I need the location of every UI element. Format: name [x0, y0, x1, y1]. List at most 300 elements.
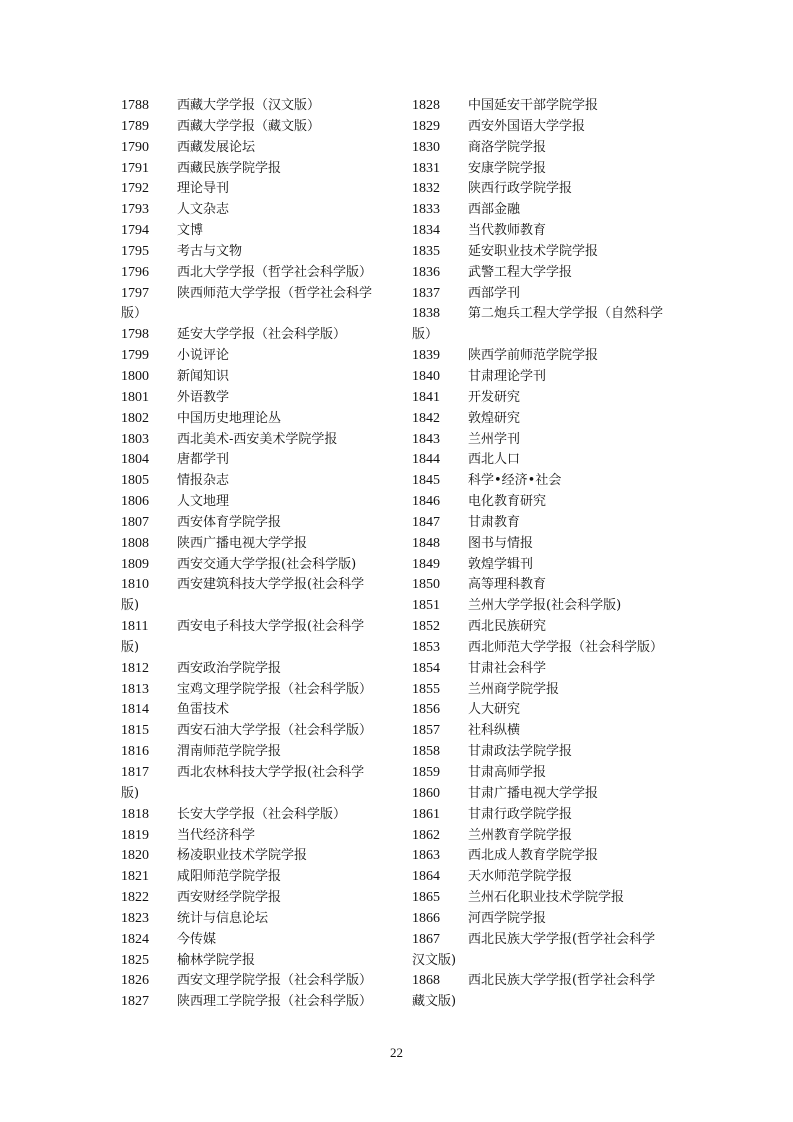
journal-entry: [412, 763, 682, 784]
entry-title: [468, 596, 682, 617]
journal-entry: [412, 513, 682, 534]
entry-title: [177, 534, 396, 555]
entry-title: [468, 826, 682, 847]
entry-number: 1806: [121, 494, 149, 510]
entry-title-text: 人文地理: [177, 494, 230, 510]
entry-title-text: 杨凌职业技术学院学报: [177, 848, 308, 864]
journal-entry: [412, 742, 682, 763]
entry-number: 1812: [121, 660, 149, 676]
entry-title-continuation: 版): [121, 785, 140, 801]
page-number: 22: [390, 1045, 403, 1060]
entry-title: [468, 200, 682, 221]
entry-title: [177, 867, 396, 888]
entry-title-text: 当代教师教育: [468, 223, 547, 239]
entry-title-text: 小说评论: [177, 348, 230, 364]
entry-number: 1846: [412, 494, 440, 510]
entry-number: 1848: [412, 535, 440, 551]
entry-title: [468, 534, 682, 555]
entry-title-text: 陕西广播电视大学学报: [177, 535, 308, 551]
journal-entry: [412, 138, 682, 159]
journal-entry: [412, 221, 682, 242]
entry-title: [177, 555, 396, 576]
entry-title: [468, 430, 682, 451]
entry-title-text: 西安建筑科技大学学报(社会科学: [177, 577, 365, 593]
entry-title: [177, 742, 396, 763]
entry-number: 1816: [121, 744, 149, 760]
entry-title: [177, 388, 396, 409]
entry-title: [177, 492, 396, 513]
journal-entry: [412, 200, 682, 221]
journal-entry: [412, 659, 682, 680]
journal-entry: [121, 617, 396, 659]
entry-title-text: 考古与文物: [177, 243, 243, 259]
journal-entry: [121, 471, 396, 492]
journal-entry: [412, 638, 682, 659]
entry-number: 1792: [121, 181, 149, 197]
journal-entry: [412, 117, 682, 138]
journal-entry: [121, 930, 396, 951]
entry-title: [468, 346, 682, 367]
entry-title: [177, 450, 396, 471]
entry-number: 1863: [412, 848, 440, 864]
entry-title-text: 甘肃理论学刊: [468, 368, 547, 384]
entry-title-text: 西北美术-西安美术学院学报: [177, 431, 338, 447]
journal-entry: [412, 680, 682, 701]
entry-title: [468, 367, 682, 388]
entry-number: 1838: [412, 306, 440, 322]
entry-number: 1789: [121, 118, 149, 134]
journal-entry: [412, 450, 682, 471]
entry-number: 1854: [412, 660, 440, 676]
entry-title-text: 延安职业技术学院学报: [468, 243, 599, 259]
entry-title: [468, 221, 682, 242]
journal-entry: [412, 575, 682, 596]
journal-entry: [121, 492, 396, 513]
entry-title-continuation: 版): [121, 639, 140, 655]
journal-entry: [121, 888, 396, 909]
entry-title-text: 渭南师范学院学报: [177, 744, 282, 760]
journal-entry: [412, 700, 682, 721]
entry-title-text: 甘肃政法学院学报: [468, 744, 573, 760]
entry-number: 1831: [412, 160, 440, 176]
journal-entry: [412, 284, 682, 305]
entry-number: 1821: [121, 869, 149, 885]
journal-entry: [412, 930, 682, 972]
entry-number: 1836: [412, 264, 440, 280]
journal-entry: [121, 117, 396, 138]
entry-title: [177, 200, 396, 221]
journal-entry: [121, 346, 396, 367]
entry-title-continuation: 汉文版): [412, 952, 457, 968]
left-column: [121, 96, 396, 1013]
entry-title: [177, 117, 396, 138]
entry-title-text: 科学•经济•社会: [468, 473, 562, 489]
entry-number: 1840: [412, 368, 440, 384]
entry-number: 1856: [412, 702, 440, 718]
journal-entry: [121, 659, 396, 680]
journal-entry: [412, 534, 682, 555]
entry-title: [468, 888, 682, 909]
entry-title: [177, 826, 396, 847]
journal-entry: [412, 430, 682, 451]
entry-title-text: 陕西理工学院学报（社会科学版）: [177, 994, 373, 1010]
journal-entry: [121, 721, 396, 742]
journal-entry: [412, 784, 682, 805]
journal-entry: [412, 826, 682, 847]
journal-entry: [121, 992, 396, 1013]
entry-title-text: 敦煌学辑刊: [468, 556, 534, 572]
journal-entry: [121, 826, 396, 847]
entry-title-text: 唐都学刊: [177, 452, 230, 468]
journal-entry: [121, 846, 396, 867]
entry-number: 1845: [412, 473, 440, 489]
entry-title-text: 西北人口: [468, 452, 521, 468]
journal-entry: [412, 179, 682, 200]
journal-entry: [121, 284, 396, 326]
entry-number: 1860: [412, 785, 440, 801]
entry-number: 1859: [412, 765, 440, 780]
journal-entry: [412, 346, 682, 367]
entry-number: 1825: [121, 952, 149, 968]
entry-number: 1833: [412, 202, 440, 218]
entry-number: 1837: [412, 285, 440, 301]
entry-title-text: 新闻知识: [177, 368, 230, 384]
right-column: [412, 96, 682, 1013]
entry-title-text: 兰州商学院学报: [468, 681, 560, 697]
journal-entry: [121, 242, 396, 263]
entry-number: 1865: [412, 890, 440, 906]
entry-title-text: 兰州石化职业技术学院学报: [468, 890, 625, 906]
entry-title-text: 陕西师范大学学报（哲学社会科学: [177, 285, 373, 301]
entry-number: 1802: [121, 410, 149, 426]
entry-number: 1807: [121, 514, 149, 530]
entry-title-text: 西安交通大学学报(社会科学版): [177, 556, 357, 572]
entry-title-text: 西部学刊: [468, 285, 521, 301]
entry-number: 1853: [412, 639, 440, 655]
entry-number: 1827: [121, 994, 149, 1010]
entry-title: [468, 638, 682, 659]
entry-title-text: 西藏大学学报（汉文版）: [177, 98, 321, 113]
entry-number: 1830: [412, 139, 440, 155]
entry-number: 1818: [121, 806, 149, 822]
journal-entry: [121, 409, 396, 430]
entry-number: 1829: [412, 118, 440, 134]
entry-number: 1823: [121, 910, 149, 926]
journal-entry: [121, 138, 396, 159]
entry-title: [177, 805, 396, 826]
entry-title-text: 甘肃高师学报: [468, 765, 547, 780]
entry-number: 1844: [412, 452, 440, 468]
entry-title: [468, 284, 682, 305]
journal-entry: [121, 159, 396, 180]
entry-title: [468, 450, 682, 471]
entry-title: [468, 513, 682, 534]
entry-title: [468, 659, 682, 680]
entry-title: [177, 367, 396, 388]
entry-title: [468, 138, 682, 159]
entry-title: [177, 721, 396, 742]
entry-title: [468, 388, 682, 409]
entry-title-text: 社科纵横: [468, 723, 521, 739]
entry-number: 1794: [121, 223, 149, 239]
entry-title-text: 武警工程大学学报: [468, 264, 573, 280]
entry-title-continuation: 版): [121, 598, 140, 614]
journal-entry: [121, 513, 396, 534]
entry-title-text: 兰州学刊: [468, 431, 521, 447]
entry-number: 1803: [121, 431, 149, 447]
entry-number: 1805: [121, 473, 149, 489]
entry-title: [468, 263, 682, 284]
journal-entry: [121, 221, 396, 242]
entry-title-text: 西安石油大学学报（社会科学版）: [177, 723, 373, 739]
entry-title-text: 兰州教育学院学报: [468, 827, 573, 843]
entry-number: 1834: [412, 223, 440, 239]
entry-number: 1835: [412, 243, 440, 259]
journal-entry: [412, 263, 682, 284]
journal-entry: [121, 388, 396, 409]
entry-number: 1808: [121, 535, 149, 551]
journal-entry: [121, 96, 396, 117]
entry-number: 1851: [412, 598, 440, 614]
entry-number: 1801: [121, 389, 149, 405]
entry-number: 1811: [121, 619, 149, 635]
entry-title-text: 图书与情报: [468, 535, 534, 551]
entry-title: [468, 721, 682, 742]
entry-title: [468, 409, 682, 430]
entry-title-text: 西北农林科技大学学报(社会科学: [177, 765, 365, 780]
journal-entry: [412, 492, 682, 513]
entry-title: [468, 96, 682, 117]
entry-title-text: 西安财经学院学报: [177, 890, 282, 906]
entry-number: 1852: [412, 619, 440, 635]
journal-entry: [412, 388, 682, 409]
entry-title-text: 西北民族研究: [468, 619, 547, 635]
entry-title-continuation: 版）: [121, 306, 148, 322]
entry-number: 1842: [412, 410, 440, 426]
entry-title-text: 西藏民族学院学报: [177, 160, 282, 176]
entry-number: 1813: [121, 681, 149, 697]
entry-title-text: 敦煌研究: [468, 410, 521, 426]
journal-entry: [412, 846, 682, 867]
journal-entry: [121, 450, 396, 471]
entry-title: [468, 117, 682, 138]
entry-number: 1866: [412, 910, 440, 926]
entry-title-text: 西安体育学院学报: [177, 514, 282, 530]
entry-number: 1862: [412, 827, 440, 843]
entry-title-text: 高等理科教育: [468, 577, 547, 593]
journal-entry: [412, 367, 682, 388]
entry-number: 1857: [412, 723, 440, 739]
entry-title: [177, 680, 396, 701]
entry-number: 1858: [412, 744, 440, 760]
entry-title-text: 宝鸡文理学院学报（社会科学版）: [177, 681, 373, 697]
entry-number: 1841: [412, 389, 440, 405]
entry-number: 1867: [412, 931, 440, 947]
entry-title-text: 河西学院学报: [468, 910, 547, 926]
journal-entry: [412, 159, 682, 180]
entry-title: [468, 179, 682, 200]
entry-number: 1855: [412, 681, 440, 697]
entry-title: [177, 971, 396, 992]
entry-title-text: 兰州大学学报(社会科学版): [468, 598, 622, 614]
entry-number: 1864: [412, 869, 440, 885]
entry-title-continuation: 藏文版): [412, 994, 457, 1010]
journal-entry: [121, 575, 396, 617]
journal-entry: [412, 805, 682, 826]
entry-title-text: 陕西行政学院学报: [468, 181, 573, 197]
journal-entry: [121, 700, 396, 721]
entry-title-text: 西部金融: [468, 202, 521, 218]
entry-title-continuation: 版）: [412, 327, 439, 343]
entry-number: 1791: [121, 160, 149, 176]
entry-title-text: 榆林学院学报: [177, 952, 256, 968]
journal-entry: [412, 888, 682, 909]
entry-title: [177, 263, 396, 284]
journal-entry: [121, 742, 396, 763]
entry-number: 1850: [412, 577, 440, 593]
entry-title-text: 开发研究: [468, 389, 521, 405]
entry-title-text: 中国延安干部学院学报: [468, 98, 599, 113]
entry-number: 1832: [412, 181, 440, 197]
entry-title: [177, 846, 396, 867]
entry-title-text: 甘肃行政学院学报: [468, 806, 573, 822]
entry-title: [177, 159, 396, 180]
entry-title: [177, 951, 396, 972]
entry-number: 1809: [121, 556, 149, 572]
entry-title-text: 西安文理学院学报（社会科学版）: [177, 973, 373, 989]
entry-title-text: 当代经济科学: [177, 827, 256, 843]
entry-title: [177, 242, 396, 263]
entry-title-text: 理论导刊: [177, 181, 230, 197]
entry-title: [177, 221, 396, 242]
entry-title-text: 西藏发展论坛: [177, 139, 256, 155]
entry-number: 1793: [121, 202, 149, 218]
entry-title: [468, 700, 682, 721]
journal-entry: [121, 367, 396, 388]
journal-entry: [121, 680, 396, 701]
entry-number: 1843: [412, 431, 440, 447]
journal-entry: [121, 179, 396, 200]
entry-number: 1795: [121, 243, 149, 259]
entry-title: [177, 909, 396, 930]
journal-entry: [412, 471, 682, 492]
entry-title-text: 安康学院学报: [468, 160, 547, 176]
journal-entry: [412, 409, 682, 430]
entry-number: 1861: [412, 806, 440, 822]
entry-title: [468, 742, 682, 763]
entry-title: [177, 930, 396, 951]
entry-title: [177, 138, 396, 159]
entry-number: 1828: [412, 98, 440, 113]
journal-entry: [412, 555, 682, 576]
entry-title-text: 中国历史地理论丛: [177, 410, 282, 426]
entry-number: 1868: [412, 973, 440, 989]
entry-number: 1804: [121, 452, 149, 468]
journal-entry: [121, 534, 396, 555]
entry-title: [177, 700, 396, 721]
journal-entry: [412, 721, 682, 742]
journal-entry: [412, 909, 682, 930]
entry-title: [468, 492, 682, 513]
entry-title: [177, 325, 396, 346]
entry-title-text: 陕西学前师范学院学报: [468, 348, 599, 364]
entry-title-text: 长安大学学报（社会科学版）: [177, 806, 347, 822]
entry-title: [177, 513, 396, 534]
entry-title-text: 甘肃社会科学: [468, 660, 547, 676]
journal-entry: [121, 200, 396, 221]
journal-entry: [412, 867, 682, 888]
entry-title: [468, 680, 682, 701]
entry-number: 1798: [121, 327, 149, 343]
journal-entry: [121, 909, 396, 930]
entry-number: 1824: [121, 931, 149, 947]
entry-title-text: 甘肃教育: [468, 514, 521, 530]
entry-title: [177, 179, 396, 200]
journal-entry: [121, 430, 396, 451]
journal-entry: [121, 951, 396, 972]
entry-title: [177, 471, 396, 492]
entry-title-text: 统计与信息论坛: [177, 910, 269, 926]
journal-entry: [412, 596, 682, 617]
entry-number: 1797: [121, 285, 149, 301]
entry-title-text: 西北大学学报（哲学社会科学版）: [177, 264, 373, 280]
journal-entry: [121, 971, 396, 992]
journal-entry: [412, 617, 682, 638]
entry-number: 1799: [121, 348, 149, 364]
entry-title: [468, 617, 682, 638]
entry-title: [177, 992, 396, 1013]
journal-entry: [412, 96, 682, 117]
entry-number: 1814: [121, 702, 149, 718]
entry-title: [177, 888, 396, 909]
entry-title-text: 西北民族大学学报(哲学社会科学: [468, 931, 656, 947]
entry-title-text: 人大研究: [468, 702, 521, 718]
entry-title: [468, 784, 682, 805]
entry-title-text: 咸阳师范学院学报: [177, 869, 282, 885]
entry-title-text: 西藏大学学报（藏文版）: [177, 118, 321, 134]
entry-title-text: 文博: [177, 223, 204, 239]
entry-title-text: 电化教育研究: [468, 494, 547, 510]
entry-title: [468, 242, 682, 263]
entry-number: 1820: [121, 848, 149, 864]
entry-title: [177, 96, 396, 117]
entry-title-text: 天水师范学院学报: [468, 869, 573, 885]
entry-number: 1822: [121, 890, 149, 906]
entry-title: [468, 846, 682, 867]
entry-title: [468, 471, 682, 492]
entry-number: 1826: [121, 973, 149, 989]
entry-title-text: 第二炮兵工程大学学报（自然科学: [468, 306, 664, 322]
entry-number: 1810: [121, 577, 149, 593]
entry-title: [177, 659, 396, 680]
entry-title-text: 商洛学院学报: [468, 139, 547, 155]
journal-entry: [121, 555, 396, 576]
entry-title: [468, 159, 682, 180]
journal-entry: [412, 242, 682, 263]
entry-title: [468, 763, 682, 784]
entry-title-text: 外语教学: [177, 389, 230, 405]
entry-title: [468, 909, 682, 930]
journal-entry: [121, 867, 396, 888]
journal-entry: [121, 805, 396, 826]
entry-number: 1847: [412, 514, 440, 530]
entry-title-text: 西北成人教育学院学报: [468, 848, 599, 864]
entry-title: [177, 409, 396, 430]
entry-title-text: 西北师范大学学报（社会科学版）: [468, 639, 664, 655]
journal-entry: [121, 263, 396, 284]
entry-number: 1800: [121, 368, 149, 384]
journal-entry: [412, 971, 682, 1013]
